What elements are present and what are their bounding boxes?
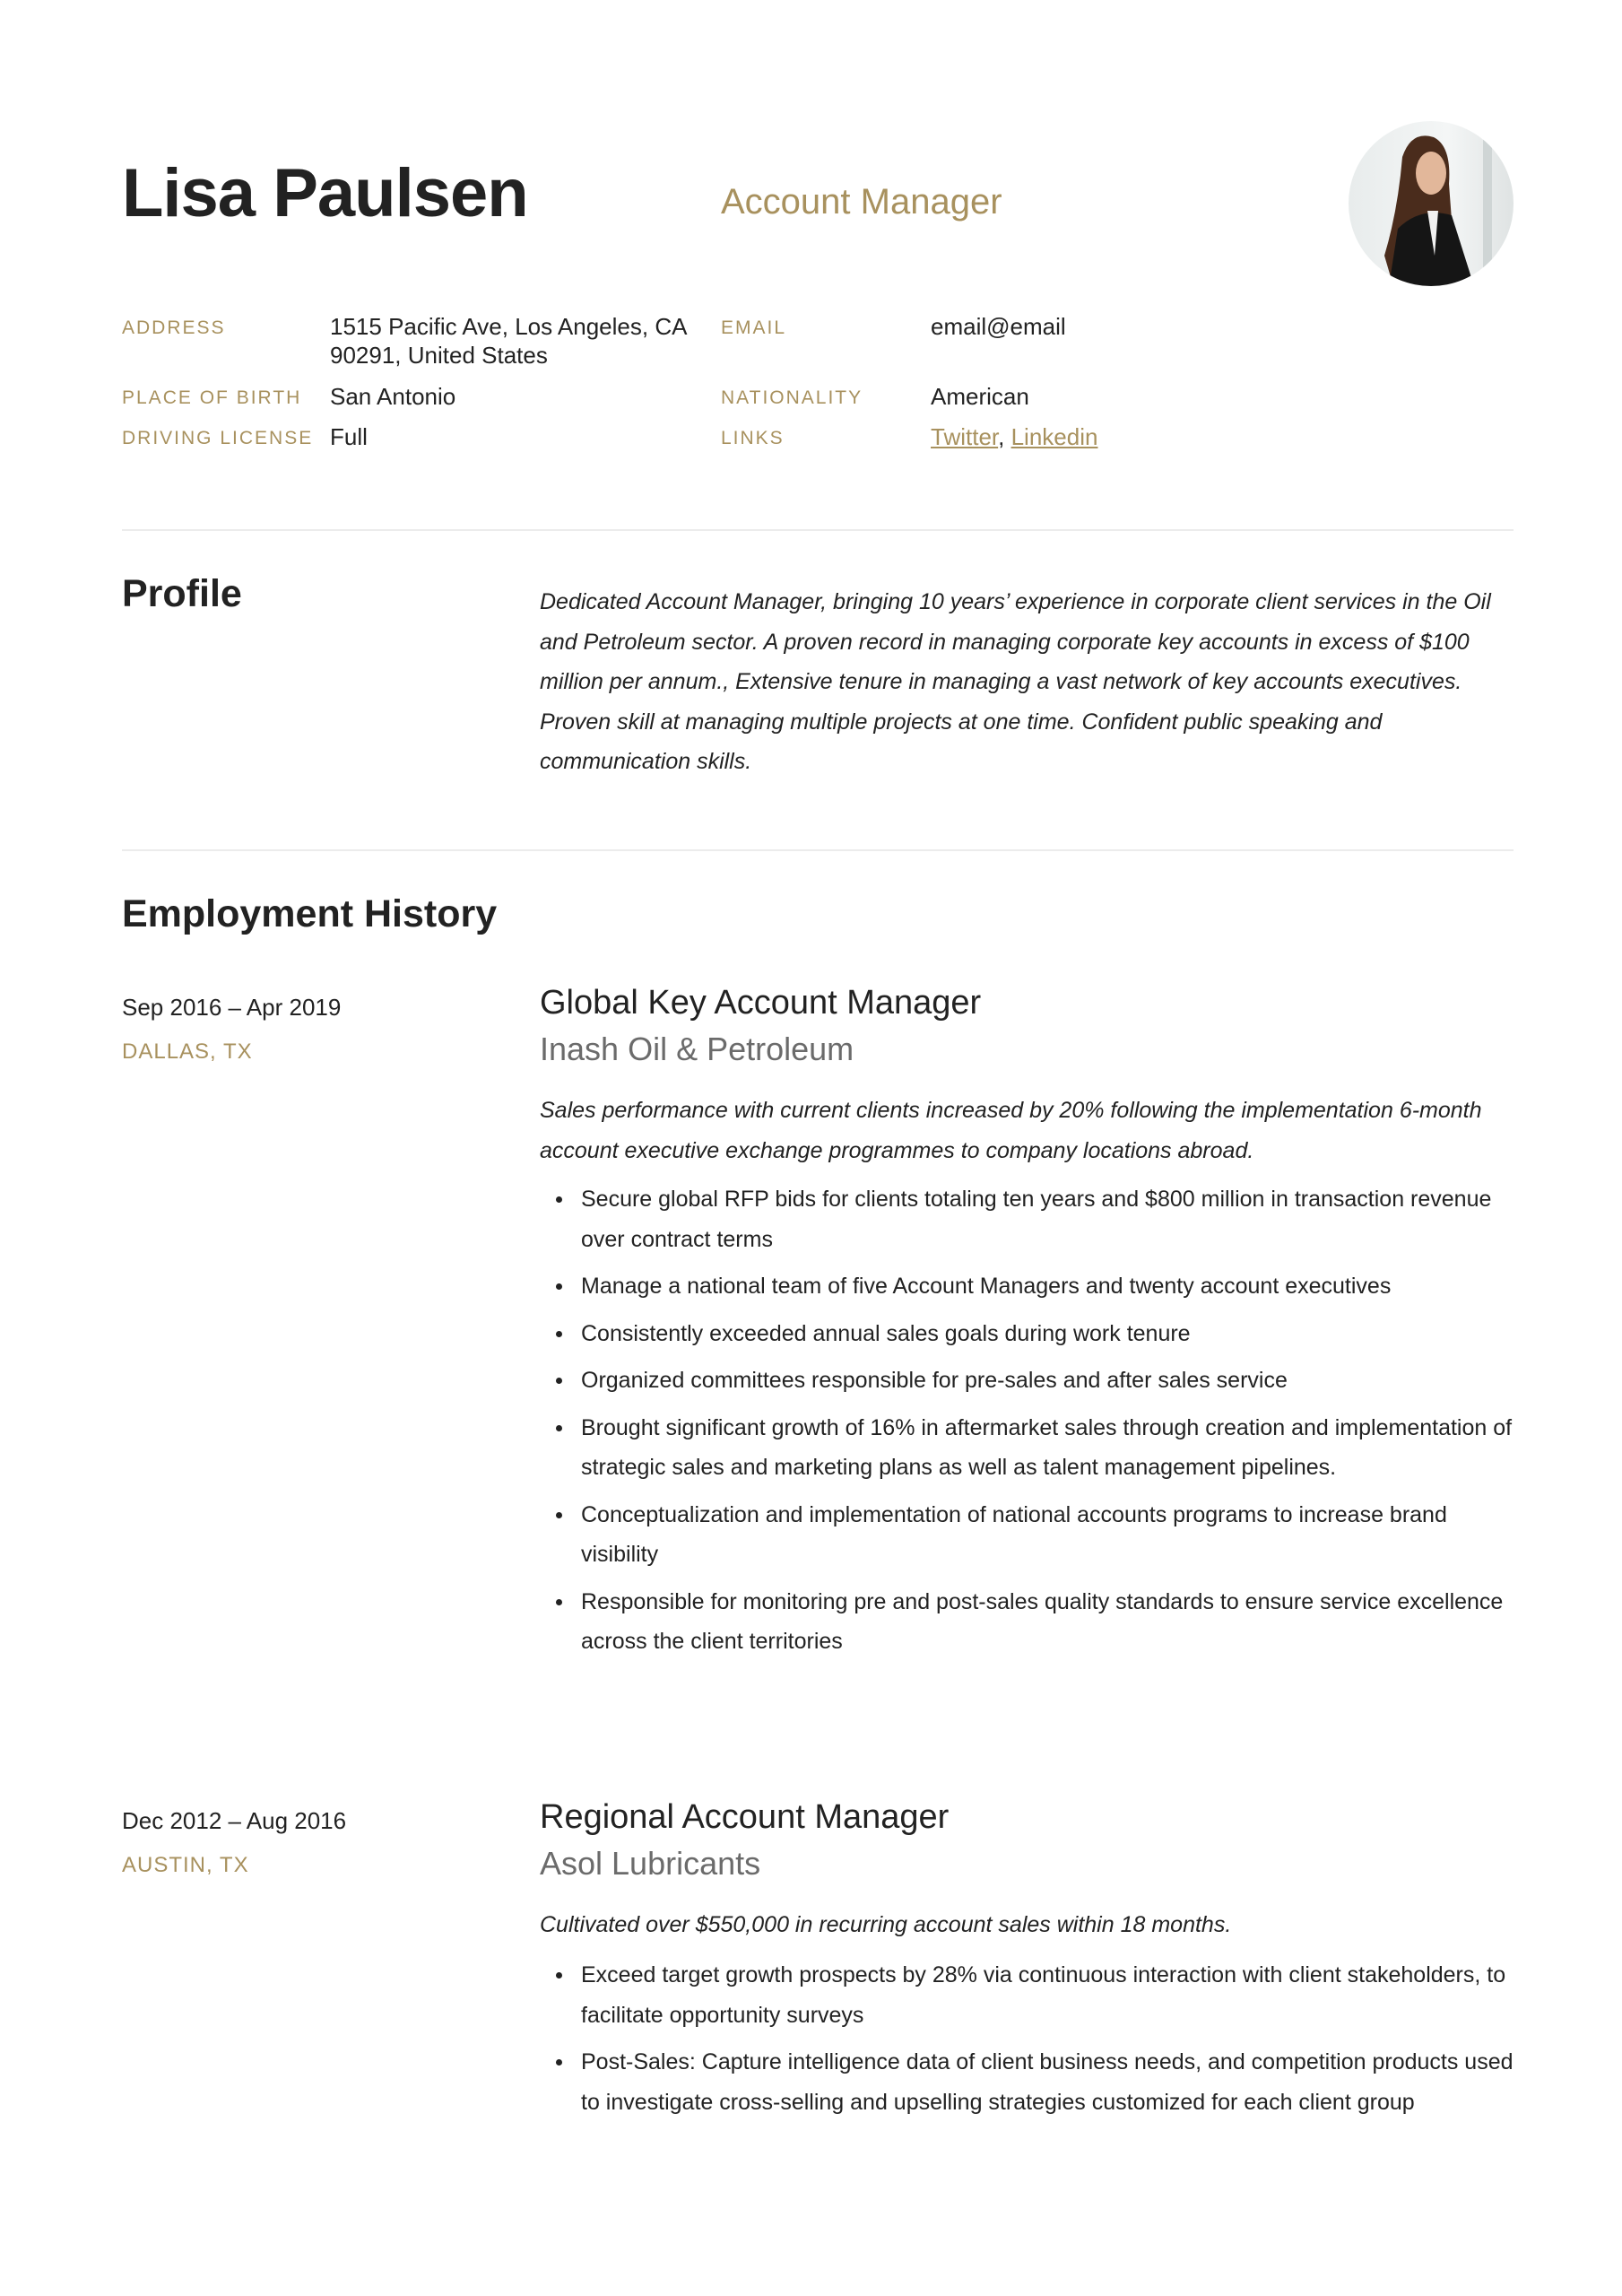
profile-photo	[1349, 121, 1514, 286]
job-title: Regional Account Manager	[540, 1798, 950, 1836]
links-separator: ,	[998, 423, 1011, 450]
list-item: Exceed target growth prospects by 28% via continuous interaction with client stakeholders, to facilitate opportunity surveys	[540, 1955, 1517, 2035]
linkedin-link[interactable]: Linkedin	[1010, 423, 1098, 450]
job-summary: Sales performance with current clients increased by 20% following the implementation 6-month account executive exchange programmes to company locations abroad.	[540, 1098, 1482, 1163]
job-bullets	[540, 1179, 1517, 1669]
employment-heading: Employment History	[122, 892, 498, 935]
license-value: Full	[330, 423, 368, 450]
job-company: Asol Lubricants	[540, 1845, 761, 1882]
profile-heading: Profile	[122, 572, 242, 615]
list-item: Brought significant growth of 16% in aftermarket sales through creation and implementation of strategic sales and marketing plans as well as talent management pipelines.	[540, 1408, 1517, 1488]
section-divider	[122, 529, 1514, 531]
twitter-link[interactable]: Twitter	[931, 423, 999, 450]
candidate-name: Lisa Paulsen	[122, 155, 528, 231]
job-summary: Cultivated over $550,000 in recurring account sales within 18 months.	[540, 1912, 1232, 1937]
address-line-1: 1515 Pacific Ave, Los Angeles, CA	[330, 313, 688, 340]
section-divider	[122, 849, 1514, 851]
job-company: Inash Oil & Petroleum	[540, 1031, 854, 1067]
job-location: DALLAS, TX	[122, 1039, 253, 1064]
job-location: AUSTIN, TX	[122, 1853, 249, 1877]
list-item: Responsible for monitoring pre and post-sales quality standards to ensure service excellence across the client territories	[540, 1582, 1517, 1662]
list-item: Consistently exceeded annual sales goals during work tenure	[540, 1314, 1517, 1354]
address-line-2: 90291, United States	[330, 342, 548, 369]
nationality-label: NATIONALITY	[721, 387, 863, 408]
job-title: Global Key Account Manager	[540, 984, 982, 1022]
list-item: Secure global RFP bids for clients totaling ten years and $800 million in transaction revenue over contract terms	[540, 1179, 1517, 1259]
birth-value: San Antonio	[330, 383, 456, 410]
candidate-job-title: Account Manager	[721, 182, 1002, 222]
profile-text: Dedicated Account Manager, bringing 10 years’ experience in corporate client services in the Oil and Petroleum sector. A proven record in managing corporate key accounts in excess of $100 million per annum., Extensive tenure in managing a vast network of key accounts executives. Proven skill at managing multiple projects at one time. Confident public speaking and communication skills.	[540, 589, 1491, 774]
license-label: DRIVING LICENSE	[122, 428, 314, 448]
job-dates: Sep 2016 – Apr 2019	[122, 994, 342, 1021]
birth-label: PLACE OF BIRTH	[122, 387, 302, 408]
list-item: Post-Sales: Capture intelligence data of client business needs, and competition products used to investigate cross-selling and upselling strategies customized for each client group	[540, 2042, 1517, 2122]
links-value	[931, 422, 1097, 451]
list-item: Conceptualization and implementation of national accounts programs to increase brand visibility	[540, 1495, 1517, 1575]
person-portrait-icon	[1349, 121, 1514, 286]
links-label: LINKS	[721, 428, 785, 448]
address-value	[330, 312, 687, 370]
list-item: Manage a national team of five Account Managers and twenty account executives	[540, 1266, 1517, 1307]
address-label: ADDRESS	[122, 317, 226, 338]
email-label: EMAIL	[721, 317, 787, 338]
nationality-value: American	[931, 383, 1029, 410]
list-item: Organized committees responsible for pre-sales and after sales service	[540, 1361, 1517, 1401]
job-dates: Dec 2012 – Aug 2016	[122, 1807, 347, 1834]
job-bullets	[540, 1955, 1517, 2129]
email-value: email@email	[931, 313, 1066, 340]
